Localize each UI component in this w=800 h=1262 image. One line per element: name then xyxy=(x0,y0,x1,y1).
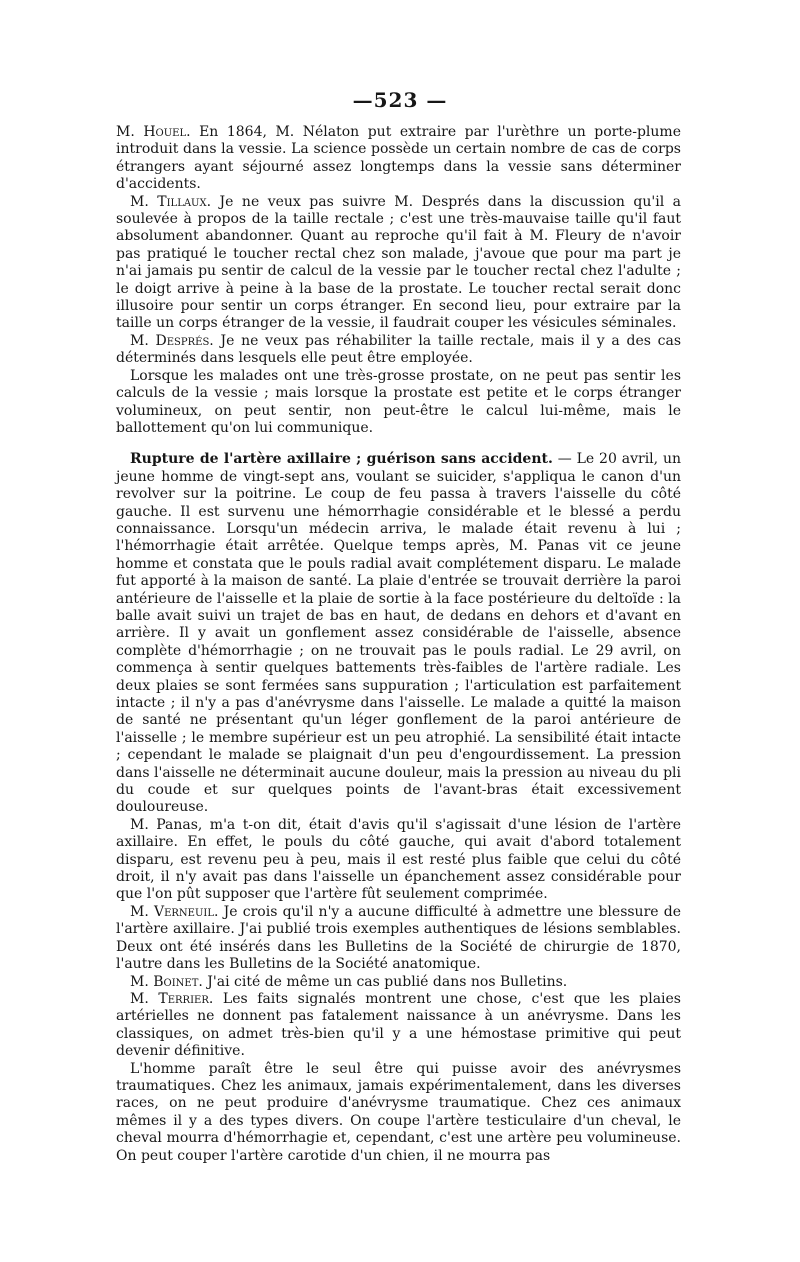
paragraph-text: Les faits signalés montrent une chose, c'est que les plaies artérielles ne donnent pas fatalement naissance à un anévrysme. Dans les classiques, on admet très-bien qu'il y a une hémostase primitive qui peut devenir définitive. xyxy=(116,990,681,1060)
paragraph xyxy=(116,817,681,904)
paragraph-text: Je crois qu'il n'y a aucune difficulté à admettre une blessure de l'artère axillaire. J'ai publié trois exemples authentiques de lésions semblables. Deux ont été insérés dans les Bulletins de la Société de chirurgie de 1870, l'autre dans les Bulletins de la Société anatomique. xyxy=(116,903,682,973)
paragraph xyxy=(116,368,681,438)
speaker-name: M. Després. xyxy=(130,332,214,349)
paragraph xyxy=(116,904,681,974)
speaker-name: M. Verneuil. xyxy=(130,903,219,920)
page-number: —523 — xyxy=(352,88,448,112)
paragraph-text: Je ne veux pas réhabiliter la taille rectale, mais il y a des cas déterminés dans lesquels elle peut être employée. xyxy=(116,332,682,367)
paragraph xyxy=(116,124,681,194)
paragraph-text: — Le 20 avril, un jeune homme de vingt-sept ans, voulant se suicider, s'appliqua le canon d'un revolver sur la poitrine. Le coup de feu passa à travers l'aisselle du côté gauche. Il est survenu une hémorrhagie considérable et le blessé a perdu connaissance. Lorsqu'un médecin arriva, le malade était revenu à lui ; l'hémorrhagie était arrêtée. Quelque temps après, M. Panas vit ce jeune homme et constata que le pouls radial avait complétement disparu. Le malade fut apporté à la maison de santé. La plaie d'entrée se trouvait derrière la paroi antérieure de l'aisselle et la plaie de sortie à la face postérieure du deltoïde : la balle avait suivi un trajet de bas en haut, de dedans en dehors et d'avant en arrière. Il y avait un gonflement assez considérable de l'aisselle, absence complète d'hémorrhagie ; on ne trouvait pas le pouls radial. Le 29 avril, on commença à sentir quelques battements très-faibles de l'artère radiale. Les deux plaies se sont fermées sans suppuration ; l'articulation est parfaitement intacte ; il n'y a pas d'anévrysme dans l'aisselle. Le malade a quitté la maison de santé ne présentant qu'un léger gonflement de la paroi antérieure de l'aisselle ; le membre supérieur est un peu atrophié. La sensibilité était intacte ; cependant le malade se plaignait d'un peu d'engourdissement. La pression dans l'aisselle ne déterminait aucune douleur, mais la pression au niveau du pli du coude et sur quelques points de l'avant-bras était excessivement douloureuse. xyxy=(116,451,682,816)
paragraph-text: Lorsque les malades ont une très-grosse prostate, on ne peut pas sentir les calculs de la vessie ; mais lorsque la prostate est petite et le corps étranger volumineux, on peut sentir, non peut-être le calcul lui-même, mais le ballottement qu'on lui communique. xyxy=(116,367,681,436)
paragraph xyxy=(116,1061,681,1165)
speaker-name: M. Terrier. xyxy=(130,990,214,1007)
paragraph-text: En 1864, M. Nélaton put extraire par l'urèthre un porte-plume introduit dans la vessie. La science possède un certain nombre de cas de corps étrangers ayant séjourné assez longtemps dans la vessie sans déterminer d'accidents. xyxy=(116,124,681,193)
paragraph xyxy=(116,451,681,817)
paragraph-text: Je ne veux pas suivre M. Després dans la discussion qu'il a soulevée à propos de la taille rectale ; c'est une très-mauvaise taille qu'il faut absolument abandonner. Quant au reproche qu'il fait à M. Fleury de n'avoir pas pratiqué le toucher rectal chez son malade, j'avoue que pour ma part je n'ai jamais pu sentir de calcul de la vessie par le toucher rectal chez l'adulte ; le doigt arrive à peine à la base de la prostate. Le toucher rectal serait donc illusoire pour sentir un corps étranger. En second lieu, pour extraire par la taille un corps étranger de la vessie, il faudrait couper les vésicules séminales. xyxy=(116,193,682,332)
paragraph xyxy=(116,194,681,333)
paragraph-text: L'homme paraît être le seul être qui puisse avoir des anévrysmes traumatiques. Chez les animaux, jamais expérimentalement, dans les diverses races, on ne peut produire d'anévrysme traumatique. Chez ces animaux mêmes il y a des types divers. On coupe l'artère testiculaire d'un cheval, le cheval mourra d'hémorrhagie et, cependant, c'est une artère peu volumineuse. On peut couper l'artère carotide d'un chien, il ne mourra pas xyxy=(116,1060,681,1164)
paragraph xyxy=(116,974,681,991)
speaker-name: M. Boinet. xyxy=(130,973,203,990)
speaker-name: M. Tillaux. xyxy=(130,193,212,210)
paragraph xyxy=(116,991,681,1061)
paragraph-text: J'ai cité de même un cas publié dans nos Bulletins. xyxy=(207,973,568,990)
body-text xyxy=(116,124,681,1165)
paragraph xyxy=(116,333,681,368)
section-heading: Rupture de l'artère axillaire ; guérison sans accident. xyxy=(130,451,553,468)
speaker-name: M. Houel. xyxy=(116,124,191,140)
paragraph-text: M. Panas, m'a t-on dit, était d'avis qu'il s'agissait d'une lésion de l'artère axillaire. En effet, le pouls du côté gauche, qui avait d'abord totalement disparu, est revenu peu à peu, mais il est resté plus faible que celui du côté droit, il n'y avait pas dans l'aisselle un épanchement assez considérable pour que l'on pût supposer que l'artère fût seulement comprimée. xyxy=(116,816,681,903)
